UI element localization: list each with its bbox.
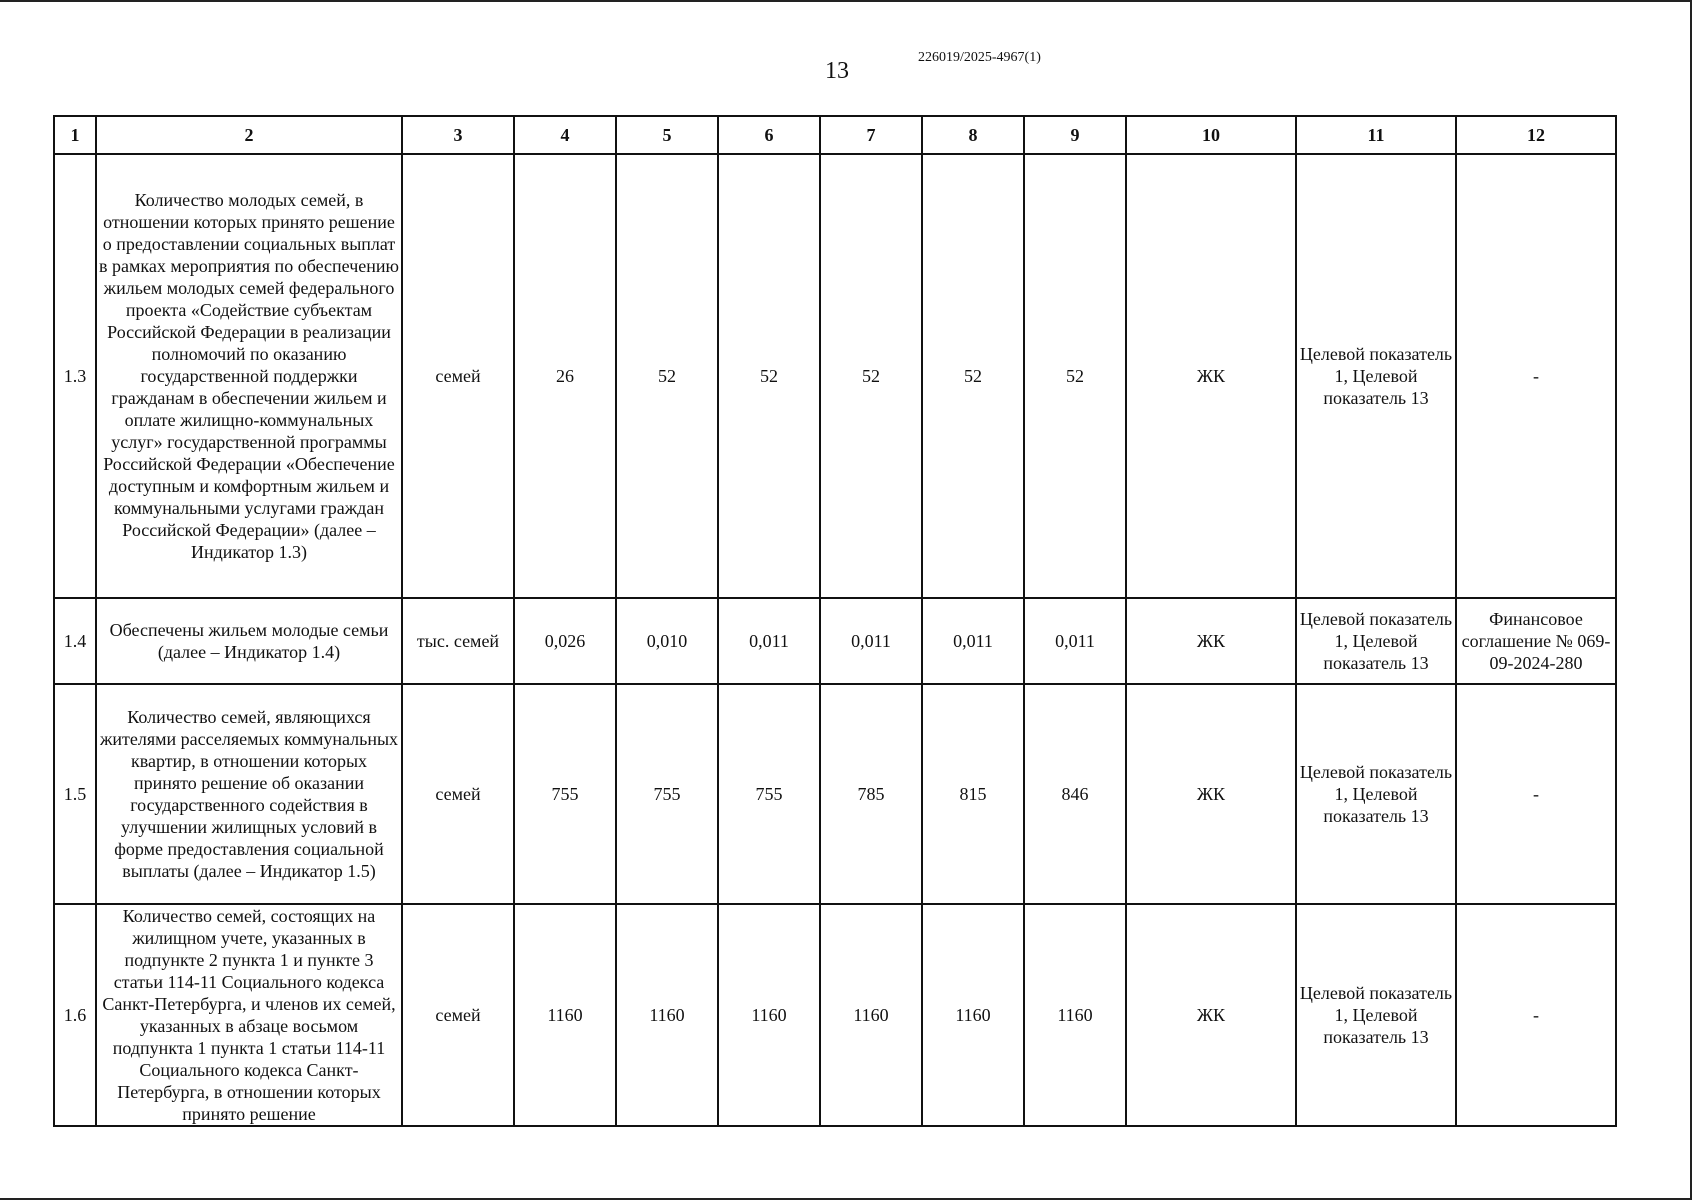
value-cell: 815 [922,684,1024,904]
value-cell: 52 [922,154,1024,598]
row-number: 1.4 [54,598,96,684]
unit-cell: семей [402,904,514,1126]
value-cell: 1160 [1024,904,1126,1126]
value-cell: 0,011 [1024,598,1126,684]
indicator-description: Количество семей, состоящих на жилищном учете, указанных в подпункте 2 пункта 1 и пункте 3 статьи 114-11 Социального кодекса Санкт-Петербурга, и членов их семей, указанных в абзаце восьмом подпункта 1 пункта 1 статьи 114-11 Социального кодекса Санкт-Петербурга, в отношении которых принято решение [96,904,402,1126]
target-cell: Целевой показатель 1, Целевой показатель 13 [1296,598,1456,684]
indicator-description: Обеспечены жильем молодые семьи (далее – Индикатор 1.4) [96,598,402,684]
value-cell: 1160 [514,904,616,1126]
table-row [54,904,1616,1126]
value-cell: 52 [616,154,718,598]
value-cell: 26 [514,154,616,598]
note-cell: Финансовое соглашение № 069-09-2024-280 [1456,598,1616,684]
column-header: 9 [1024,116,1126,154]
target-cell: Целевой показатель 1, Целевой показатель 13 [1296,154,1456,598]
column-header: 12 [1456,116,1616,154]
responsible-cell: ЖК [1126,154,1296,598]
responsible-cell: ЖК [1126,904,1296,1126]
unit-cell: семей [402,154,514,598]
value-cell: 785 [820,684,922,904]
indicator-description: Количество семей, являющихся жителями расселяемых коммунальных квартир, в отношении которых принято решение об оказании государственного содействия в улучшении жилищных условий в форме предоставления социальной выплаты (далее – Индикатор 1.5) [96,684,402,904]
value-cell: 52 [718,154,820,598]
responsible-cell: ЖК [1126,684,1296,904]
column-header: 3 [402,116,514,154]
column-header: 10 [1126,116,1296,154]
row-number: 1.3 [54,154,96,598]
table-row [54,598,1616,684]
value-cell: 52 [820,154,922,598]
value-cell: 755 [616,684,718,904]
note-cell: - [1456,154,1616,598]
header-row [54,116,1616,154]
value-cell: 1160 [820,904,922,1126]
target-cell: Целевой показатель 1, Целевой показатель 13 [1296,904,1456,1126]
row-number: 1.5 [54,684,96,904]
value-cell: 0,010 [616,598,718,684]
scan-edge-top [0,0,1692,2]
unit-cell: семей [402,684,514,904]
column-header: 1 [54,116,96,154]
column-header: 4 [514,116,616,154]
value-cell: 0,011 [718,598,820,684]
value-cell: 1160 [616,904,718,1126]
value-cell: 1160 [922,904,1024,1126]
value-cell: 52 [1024,154,1126,598]
indicator-description: Количество молодых семей, в отношении которых принято решение о предоставлении социальных выплат в рамках мероприятия по обеспечению жильем молодых семей федерального проекта «Содействие субъектам Российской Федерации в реализации полномочий по оказанию государственной поддержки гражданам в обеспечении жильем и оплате жилищно-коммунальных услуг» государственной программы Российской Федерации «Обеспечение доступным и комфортным жильем и коммунальными услугами граждан Российской Федерации» (далее – Индикатор 1.3) [96,154,402,598]
value-cell: 1160 [718,904,820,1126]
column-header: 8 [922,116,1024,154]
table-row [54,154,1616,598]
column-header: 5 [616,116,718,154]
column-header: 7 [820,116,922,154]
table-row [54,684,1616,904]
value-cell: 846 [1024,684,1126,904]
value-cell: 0,011 [922,598,1024,684]
column-header: 11 [1296,116,1456,154]
responsible-cell: ЖК [1126,598,1296,684]
unit-cell: тыс. семей [402,598,514,684]
column-header: 2 [96,116,402,154]
row-number: 1.6 [54,904,96,1126]
note-cell: - [1456,684,1616,904]
value-cell: 0,011 [820,598,922,684]
document-id: 226019/2025-4967(1) [918,50,1041,65]
value-cell: 0,026 [514,598,616,684]
column-header: 6 [718,116,820,154]
target-cell: Целевой показатель 1, Целевой показатель 13 [1296,684,1456,904]
value-cell: 755 [718,684,820,904]
indicators-table [53,115,1617,1127]
note-cell: - [1456,904,1616,1126]
page-number: 13 [825,58,849,84]
value-cell: 755 [514,684,616,904]
